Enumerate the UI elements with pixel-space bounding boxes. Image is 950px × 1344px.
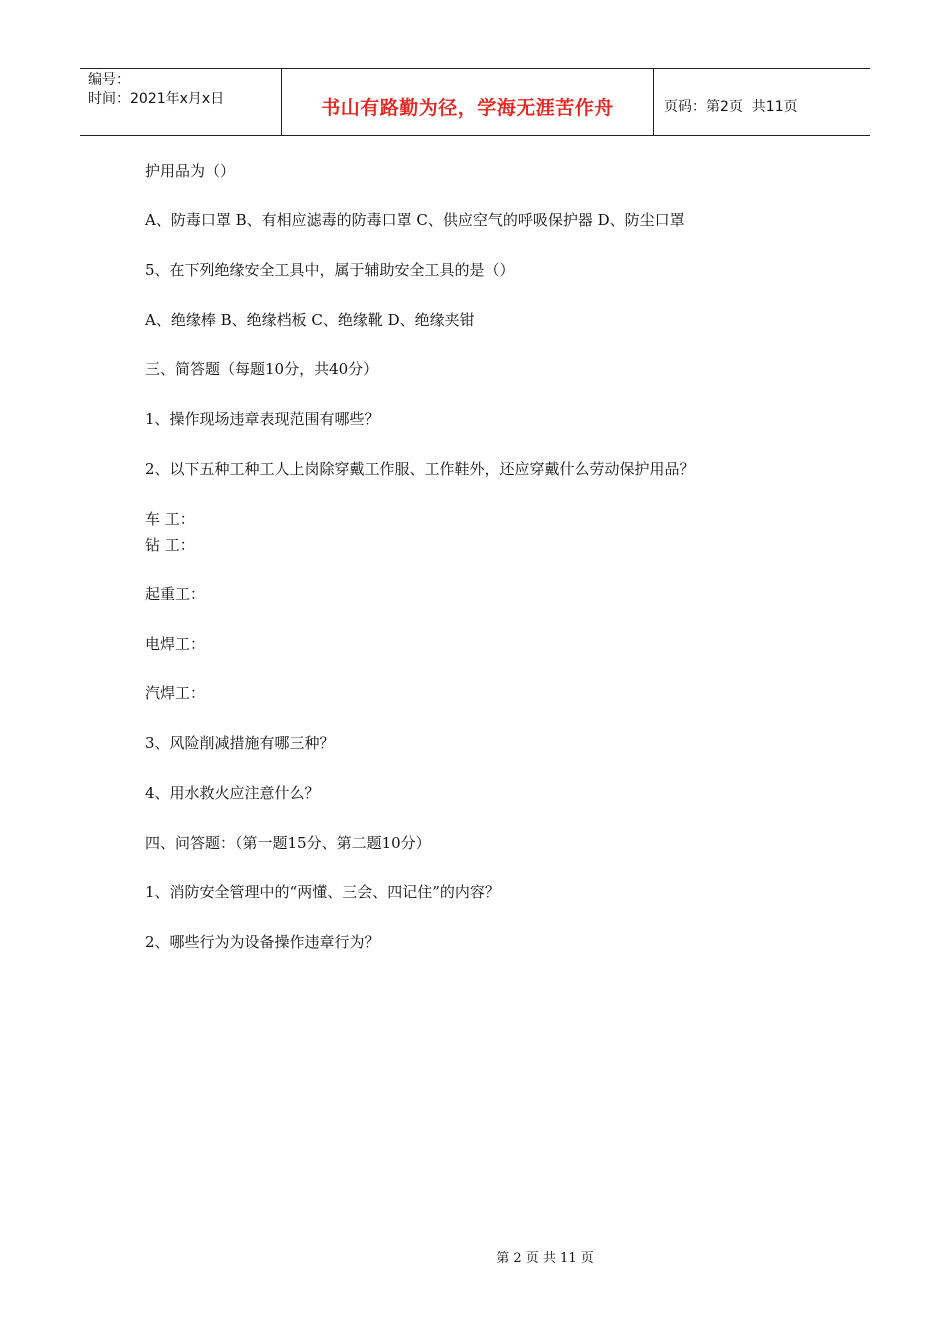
page-footer: 第 2 页 共 11 页: [496, 1251, 594, 1266]
text-line: 护用品为（）: [145, 162, 236, 180]
text-line: A、绝缘棒 B、绝缘档板 C、绝缘靴 D、绝缘夹钳: [145, 311, 475, 329]
header-motto-cell: [282, 69, 654, 135]
answer-field-label: 车 工：: [145, 510, 195, 528]
question-item: 2、以下五种工种工人上岗除穿戴工作服、工作鞋外，还应穿戴什么劳动保护用品？: [145, 460, 695, 478]
question-item: 3、风险削减措施有哪三种？: [145, 734, 335, 752]
page-header: [80, 68, 870, 136]
section-heading: 四、问答题：（第一题15分、第二题10分）: [145, 834, 431, 852]
answer-field-label: 钻 工：: [145, 536, 195, 554]
question-item: 1、消防安全管理中的“两懂、三会、四记住”的内容？: [145, 883, 500, 901]
question-item: 1、操作现场违章表现范围有哪些？: [145, 410, 380, 428]
answer-field-label: 电焊工：: [145, 635, 206, 653]
header-motto: 书山有路勤为径，学海无涯苦作舟: [321, 96, 614, 119]
document-number-label: 编号：: [88, 72, 130, 88]
document-time-label: 时间：2021年x月x日: [88, 91, 225, 107]
text-line: A、防毒口罩 B、有相应滤毒的防毒口罩 C、供应空气的呼吸保护器 D、防尘口罩: [145, 211, 685, 229]
answer-field-label: 起重工：: [145, 585, 206, 603]
section-heading: 三、简答题（每题10分，共40分）: [145, 360, 379, 378]
text-line: 5、在下列绝缘安全工具中，属于辅助安全工具的是（）: [145, 261, 515, 279]
header-page-cell: [654, 69, 870, 135]
question-item: 4、用水救火应注意什么？: [145, 784, 320, 802]
header-meta-cell: [80, 69, 282, 135]
question-item: 2、哪些行为为设备操作违章行为？: [145, 933, 380, 951]
answer-field-label: 汽焊工：: [145, 684, 206, 702]
header-page-info: 页码：第2页 共11页: [664, 99, 798, 115]
